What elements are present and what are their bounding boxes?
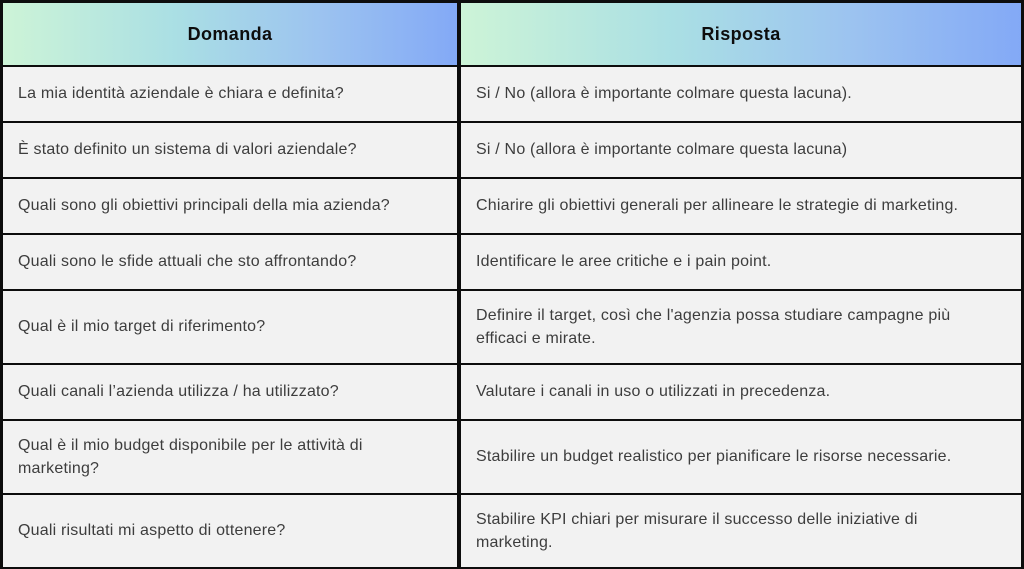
question-cell: La mia identità aziendale è chiara e definita?	[3, 67, 461, 121]
answer-cell: Si / No (allora è importante colmare questa lacuna).	[461, 67, 1021, 121]
question-cell: Quali risultati mi aspetto di ottenere?	[3, 495, 461, 567]
answer-cell: Valutare i canali in uso o utilizzati in precedenza.	[461, 365, 1021, 419]
answer-cell: Definire il target, così che l'agenzia possa studiare campagne più efficaci e mirate.	[461, 291, 1021, 363]
table-row	[3, 179, 1021, 235]
answer-cell: Stabilire KPI chiari per misurare il successo delle iniziative di marketing.	[461, 495, 1021, 567]
question-cell: Quali canali l’azienda utilizza / ha utilizzato?	[3, 365, 461, 419]
table-row	[3, 235, 1021, 291]
answer-cell: Si / No (allora è importante colmare questa lacuna)	[461, 123, 1021, 177]
answer-cell: Chiarire gli obiettivi generali per allineare le strategie di marketing.	[461, 179, 1021, 233]
question-cell: Qual è il mio target di riferimento?	[3, 291, 461, 363]
table-row	[3, 291, 1021, 365]
table-header-row	[3, 3, 1021, 67]
answer-cell: Identificare le aree critiche e i pain point.	[461, 235, 1021, 289]
table-row	[3, 365, 1021, 421]
answer-cell: Stabilire un budget realistico per pianificare le risorse necessarie.	[461, 421, 1021, 493]
table-row	[3, 67, 1021, 123]
table-row	[3, 123, 1021, 179]
table-row	[3, 495, 1021, 567]
question-cell: Quali sono gli obiettivi principali della mia azienda?	[3, 179, 461, 233]
question-cell: Qual è il mio budget disponibile per le attività di marketing?	[3, 421, 461, 493]
table-row	[3, 421, 1021, 495]
question-cell: È stato definito un sistema di valori aziendale?	[3, 123, 461, 177]
header-domanda: Domanda	[3, 3, 461, 65]
question-cell: Quali sono le sfide attuali che sto affrontando?	[3, 235, 461, 289]
header-risposta: Risposta	[461, 3, 1021, 65]
